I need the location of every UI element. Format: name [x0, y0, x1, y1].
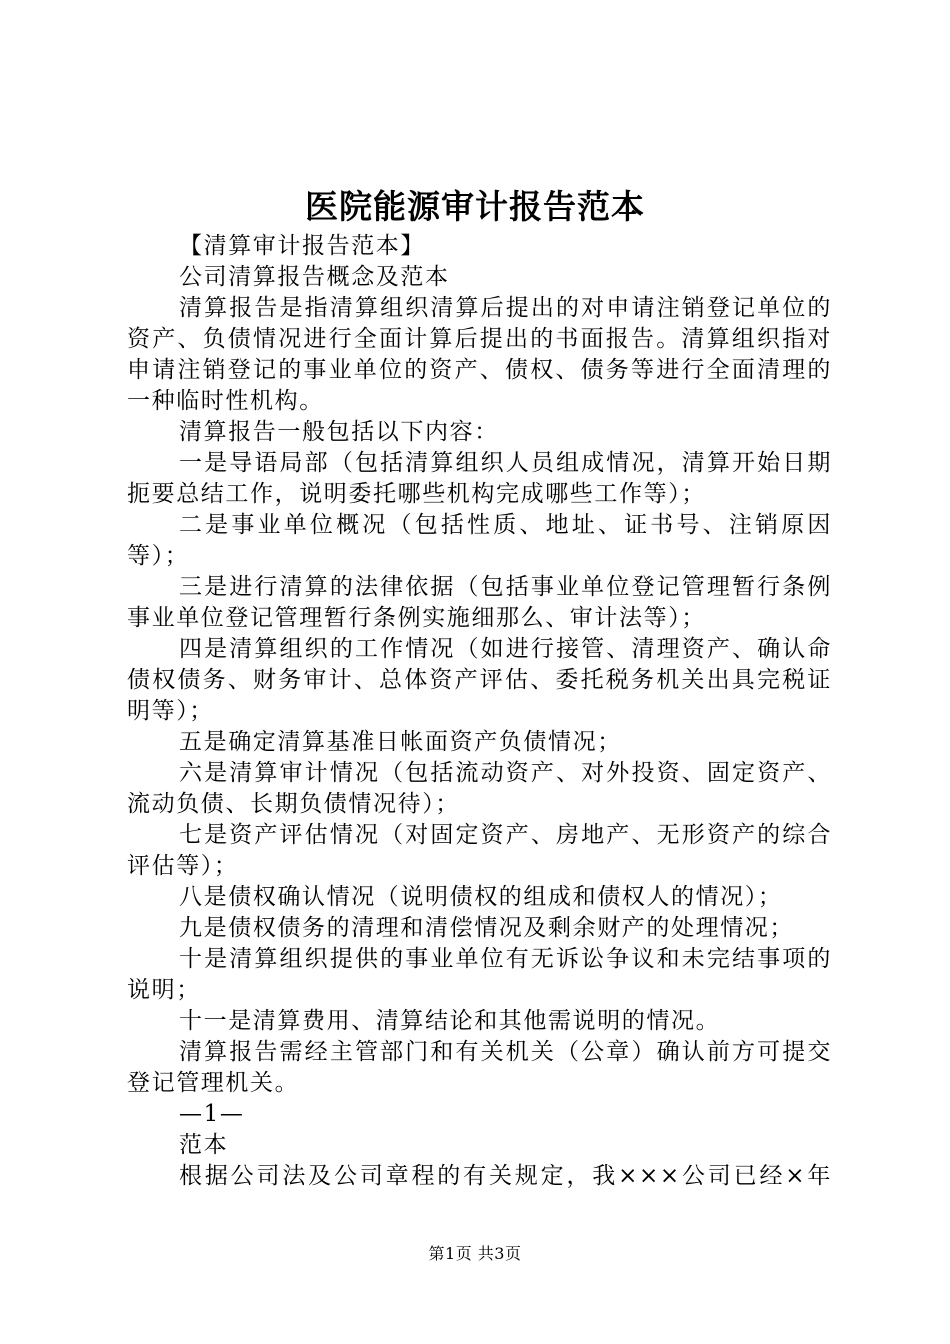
paragraph-item-6: 六是清算审计情况（包括流动资产、对外投资、固定资产、流动负债、长期负债情况待）；: [127, 760, 832, 817]
paragraph-item-11: 十一是清算费用、清算结论和其他需说明的情况。: [179, 1008, 721, 1034]
document-title: 医院能源审计报告范本: [305, 187, 645, 226]
paragraph-template-heading: 范本: [179, 1132, 229, 1158]
paragraph-item-3: 三是进行清算的法律依据（包括事业单位登记管理暂行条例事业单位登记管理暂行条例实施细那么、审计法等）；: [127, 574, 832, 631]
paragraph-template-body: 根据公司法及公司章程的有关规定，我×××公司已经×年: [179, 1163, 832, 1189]
paragraph-item-1: 一是导语局部（包括清算组织人员组成情况，清算开始日期扼要总结工作，说明委托哪些机构完成哪些工作等）；: [127, 450, 832, 507]
paragraph-item-10: 十是清算组织提供的事业单位有无诉讼争议和未完结事项的说明；: [127, 946, 832, 1003]
paragraph-submission: 清算报告需经主管部门和有关机关（公章）确认前方可提交登记管理机关。: [127, 1039, 832, 1096]
inline-page-number: —1—: [179, 1101, 245, 1127]
paragraph-item-9: 九是债权债务的清理和清偿情况及剩余财产的处理情况；: [179, 915, 794, 941]
paragraph-definition: 清算报告是指清算组织清算后提出的对申请注销登记单位的资产、负债情况进行全面计算后提出的书面报告。清算组织指对申请注销登记的事业单位的资产、债权、债务等进行全面清理的一种临时性机构。: [127, 295, 832, 414]
paragraph-heading-bracket: 【清算审计报告范本】: [179, 233, 425, 259]
paragraph-item-8: 八是债权确认情况（说明债权的组成和债权人的情况）；: [179, 884, 783, 910]
paragraph-item-7: 七是资产评估情况（对固定资产、房地产、无形资产的综合评估等）；: [127, 822, 832, 879]
paragraph-item-4: 四是清算组织的工作情况（如进行接管、清理资产、确认命债权债务、财务审计、总体资产评估、委托税务机关出具完税证明等）；: [127, 636, 832, 724]
page-footer: 第1页 共3页: [428, 1244, 522, 1263]
paragraph-contents-intro: 清算报告一般包括以下内容：: [179, 419, 499, 445]
paragraph-subtitle: 公司清算报告概念及范本: [179, 264, 450, 290]
paragraph-item-2: 二是事业单位概况（包括性质、地址、证书号、注销原因等）；: [127, 512, 832, 569]
document-body: [127, 231, 832, 1192]
paragraph-item-5: 五是确定清算基准日帐面资产负债情况；: [179, 729, 622, 755]
